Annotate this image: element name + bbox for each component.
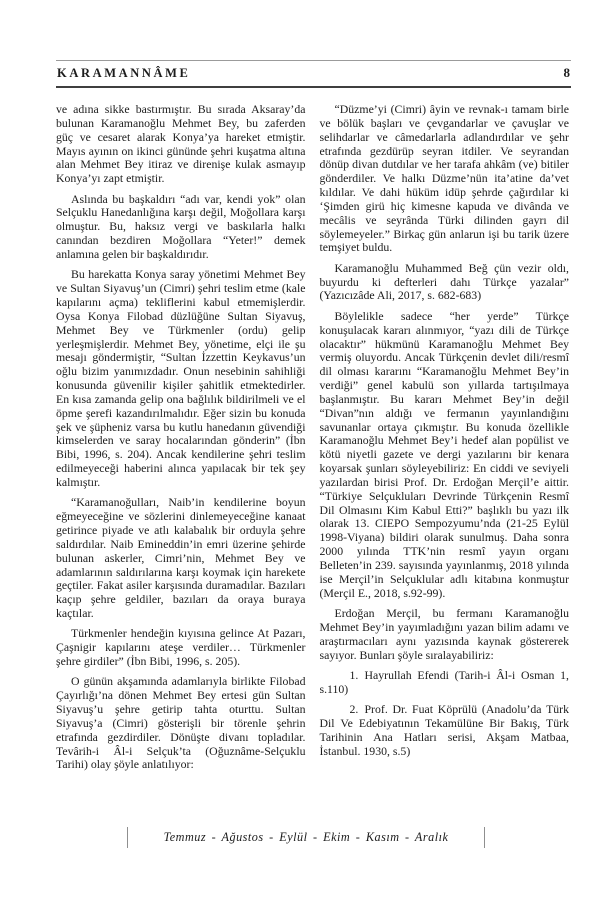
right-column bbox=[320, 103, 570, 772]
paragraph: ve adına sikke bastırmıştır. Bu sırada Aksaray’da bulunan Karamanoğlu Mehmet Bey, bu zaferden güç ve cesaret alarak Konya’ya hareket etmiştir. Mayıs ayının on ikinci gününde şehri kuşatma altına alan Mehmet Bey itiraz ve direnişe kulak asmayıp Konya’yı zapt etmiştir. bbox=[56, 102, 306, 186]
list-item-number: 2. bbox=[349, 702, 359, 717]
text-columns bbox=[56, 103, 569, 772]
paragraph: “Karamanoğulları, Naib’in kendilerine boyun eğmeyeceğine ve sözlerini dinlemeyeceğine kanaat getirince piyade ve atlı kalabalık bir orduyla şehre saldırdılar. Naib Emineddin’in emri üzerine şehirde bulunan askerler, Cimri’nin, Mehmet Bey ve adamlarının saldırılarına karşı koymak için harekete geçtiler. Fakat asiler karşısında duramadılar. Bazıları kaçıp şehre geldiler, bazıları da oraya buraya kaçtılar. bbox=[56, 495, 306, 621]
page-footer bbox=[0, 827, 612, 848]
paragraph: Böylelikle sadece “her yerde” Türkçe konuşulacak kararı alınmıyor, “yazı dili de Türkçe olacaktır” hükmünü Karamanoğlu Mehmet Bey vermiş oluyordu. Ancak Türkçenin devlet dili/resmî dil olması kararını “Karamanoğlu Mehmet Bey’in verdiği” genel kabulü son yıllarda tartışılmaya başlanmıştır. Bu kararı Mehmet Bey’in değil “Divan”nın aldığı ve fermanın yayınlandığını savunanlar ortaya çıkmıştır. Bu konuda özellikle Karamanoğlu Mehmet Bey’i hedef alan popülist ve kötü niyetli gazete ve dergi yazılarını bir kenara koyarsak şunları söyleyebiliriz: En ciddi ve seviyeli yazılardan birisi Prof. Dr. Erdoğan Merçil’e aittir. “Türkiye Selçukluları Devrinde Türkçenin Resmî Dil Olmasını Kim Kabul Etti?” başlıklı bu yazı ilk olarak 13. CIEPO Sempozyumu’nda (21-25 Eylül 1998-Viyana) bildiri olarak sunulmuş. Daha sonra 2000 yılında TTK’nin resmî yayın organı Belleten’in 239. sayısında yayınlanmış, 2018 yılında ise Merçil’in Selçuklular adlı kitabına konmuştur (Merçil E., 2018, s.92-99). bbox=[319, 308, 569, 600]
running-title: KARAMANNÂME bbox=[57, 65, 191, 80]
paragraph: Erdoğan Merçil, bu fermanı Karamanoğlu Mehmet Bey’in yayımladığını yazan bilim adamı ve araştırmacıları aynı yazısında kaynak göstererek sayıyor. Bunları şöyle sıralayabiliriz: bbox=[319, 606, 569, 662]
paragraph: Bu harekatta Konya saray yönetimi Mehmet Bey ve Sultan Siyavuş’un (Cimri) şehri teslim etme (kale kapılarını açma) tekliflerini kabul etmemişlerdir. Oysa Konya Filobad düzlüğüne Sultan Siyavuş, Mehmet Bey ve Türkmenler (ordu) gelip yerleşmişlerdir. Mehmet Bey, yönetime, elçi ile şu mesajı göndermiştir, “Sultan İzzettin Keykavus’un oğlu bizim yanımızdadır. Onun nesebinin sahihliği konusunda güvenilir kişiler şahitlik etmektedirler. En kısa zamanda gelip ona bağlılık bildirilmeli ve el öpme şerefi kazandırılmalıdır. Eğer sizin bu konuda şek ve şüpheniz varsa bu kutlu hanedanın güvendiği kimselerden ve saray hocalarından gönderin” (İbn Bibi, 1996, s. 204). Ancak kendilerine şehri teslim edilmeyeceği haberini alınca yapılacak bir tek şey kalmıştır. bbox=[56, 267, 306, 489]
paragraph: “Düzme’yi (Cimri) âyin ve revnak-ı tamam birle ve bölük başları ve çevgandarlar ve çavuşlar ve selihdarlar ve câmedarlarla adlandırdılar ve şehr etrafında gezdürüp seyran itdiler. Ve seyrandan dönüp divan dutdılar ve her tarafa ahkâm (ve) bitiler gönderdiler. Ve halkı Düzme’nün ita’atine da’vet kıldılar. Ve dahi hüküm idüp şehrde çağırdılar ki ‘Şimden girü hiç kimesne kapuda ve divânda ve mecâlis ve seyrânda Türki dilinden gayrı dil söylemeyeler.” Birkaç gün anlarun işi bu tarik üzere temşiyet buldu. bbox=[319, 102, 569, 255]
left-column bbox=[56, 103, 306, 772]
paragraph: Türkmenler hendeğin kıyısına gelince At Pazarı, Çaşnigir kapılarını ateşe verdiler… Türkmenler şehre girdiler” (İbn Bibi, 1996, s. 205). bbox=[56, 626, 306, 669]
paragraph: O günün akşamında adamlarıyla birlikte Filobad Çayırlığı’na dönen Mehmet Bey ertesi gün Sultan Siyavuş’u şehre getirip tahta oturttu. Sultan Siyavuş’a (Cimri) gösterişli bir törenle şehrin etrafında gezdirdiler. Dönüşte divanı topladılar. Tevârih-i Âl-i Selçuk’ta (Oğuznâme-Selçuklu Tarihi) olay şöyle anlatılıyor: bbox=[56, 674, 306, 772]
list-item bbox=[320, 669, 570, 697]
page-header bbox=[56, 60, 571, 88]
footer-right-rule bbox=[484, 827, 485, 848]
paragraph: Karamanoğlu Muhammed Beğ çün vezir oldı, buyurdu ki defterleri dahı Türkçe yazalar” (Yazıcızâde Ali, 2017, s. 682-683) bbox=[319, 260, 569, 303]
list-item-text: Prof. Dr. Fuat Köprülü (Anadolu’da Türk Dil Ve Edebiyatının Tekamülüne Bir Bakış, Türk Tarihinin Ana Hatları serisi, Akşam Matbaa, İstanbul. 1930, s.5) bbox=[319, 702, 569, 758]
page-number: 8 bbox=[563, 65, 570, 80]
list-item-text: Hayrullah Efendi (Tarih-i Âl-i Osman 1, s.110) bbox=[319, 667, 569, 696]
paragraph: Aslında bu başkaldırı “adı var, kendi yok” olan Selçuklu Hanedanlığına karşı değil, Moğollara karşı olmuştur. Bu, haksız vergi ve baskılarla halkı canından bezdiren Moğollara “Yeter!” demek anlamına gelen bir başkaldırıdır. bbox=[56, 191, 306, 261]
footer-months-text: Temmuz - Ağustos - Eylül - Ekim - Kasım - Aralık bbox=[163, 830, 449, 844]
list-item bbox=[320, 703, 570, 758]
list-item-number: 1. bbox=[349, 667, 359, 682]
footer-left-rule bbox=[127, 827, 128, 848]
